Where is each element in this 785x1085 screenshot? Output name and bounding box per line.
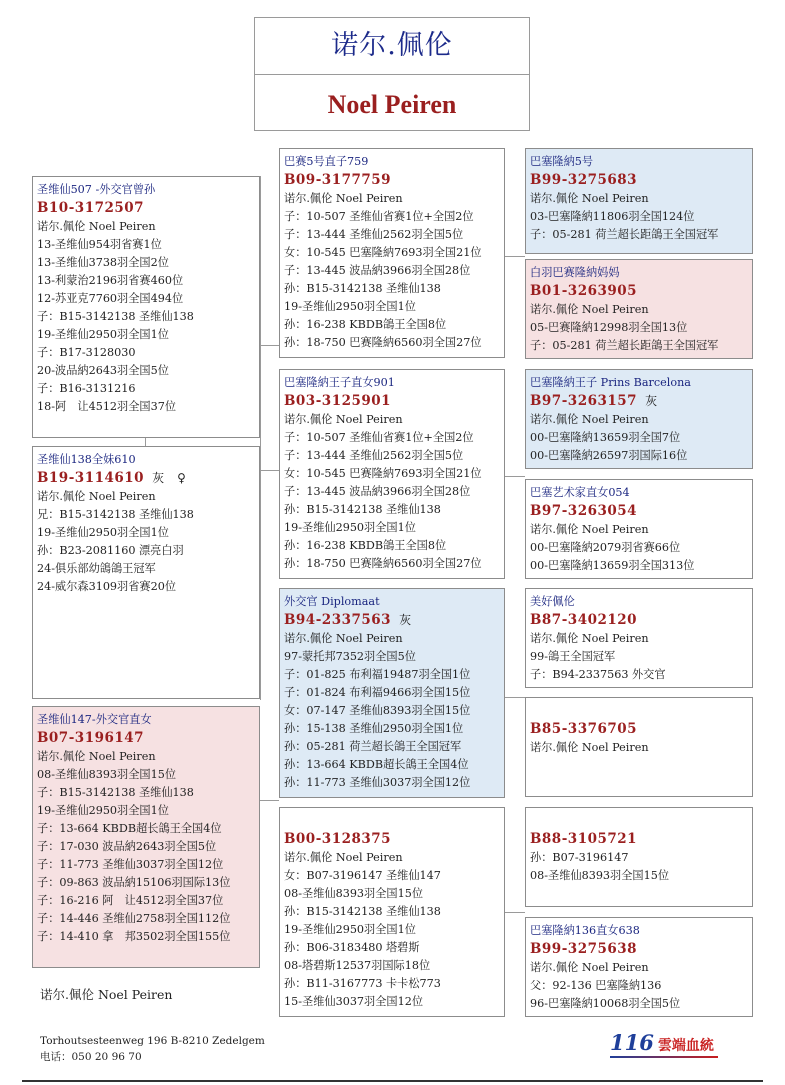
card-line: 女：07-147 圣维仙8393羽全国15位 [284,704,471,717]
card-line: 孙：18-750 巴赛隆納6560羽全国27位 [284,557,482,570]
card-line: 诺尔.佩伦 Noel Peiren [37,220,156,233]
card-line: 子：14-410 拿 邦3502羽全国155位 [37,930,231,943]
card-line: 孙：16-238 KBDB鴿王全国8位 [284,539,447,552]
card-line: 19-圣维仙2950羽全国1位 [37,804,169,817]
card-line: 兄：B15-3142138 圣维仙138 [37,508,194,521]
contact-footer [40,1033,265,1065]
pedigree-card-sire-sire [525,148,753,254]
card-line: 19-圣维仙2950羽全国1位 [37,526,169,539]
card-line: 08-圣维仙8393羽全国15位 [530,869,670,882]
card-line: 19-圣维仙2950羽全国1位 [37,328,169,341]
card-line: 12-苏亚克7760羽全国494位 [37,292,184,305]
card-line: 08-圣维仙8393羽全国15位 [37,768,177,781]
card-line: 诺尔.佩伦 Noel Peiren [530,413,649,426]
card-line: 子：11-773 圣维仙3037羽全国12位 [37,858,224,871]
card-line: 诺尔.佩伦 Noel Peiren [284,851,403,864]
card-line: 13-利蒙治2196羽省赛460位 [37,274,184,287]
connector-line [505,697,525,698]
pedigree-card-b00 [279,807,505,1017]
card-line: 99-鴿王全国冠军 [530,650,616,663]
card-line: 诺尔.佩伦 Noel Peiren [530,741,649,754]
card-line: 孙：B15-3142138 圣维仙138 [284,282,441,295]
card-line: 孙：B07-3196147 [530,851,629,864]
card-line: 97-蒙托邦7352羽全国5位 [284,650,416,663]
card-line: 诺尔.佩伦 Noel Peiren [530,961,649,974]
card-line: 子：13-664 KBDB超长鴿王全国4位 [37,822,222,835]
card-line: 诺尔.佩伦 Noel Peiren [37,490,156,503]
card-line: 孙：16-238 KBDB鴿王全国8位 [284,318,447,331]
card-line: 子：B16-3131216 [37,382,136,395]
card-line: 孙：15-138 圣维仙2950羽全国1位 [284,722,464,735]
ring-number: B85-3376705 [530,721,638,737]
ring-number: B07-3196147 [37,730,145,746]
card-line: 诺尔.佩伦 Noel Peiren [284,413,403,426]
card-line: 诺尔.佩伦 Noel Peiren [530,303,649,316]
card-title: 圣维仙138全妹610 [37,453,136,466]
card-line: 子：05-281 荷兰超长距鴿王全国冠军 [530,339,719,352]
card-title: 巴塞隆納王子 Prins Barcelona [530,376,691,389]
card-line: 孙：11-773 圣维仙3037羽全国12位 [284,776,471,789]
card-line: 诺尔.佩伦 Noel Peiren [37,750,156,763]
ring-number: B19-3114610 灰 ♀ [37,470,187,486]
pedigree-card-mooie-peiren [525,588,753,688]
card-line: 96-巴塞隆納10068羽全国5位 [530,997,681,1010]
address-text: Torhoutsesteenweg 196 B-8210 Zedelgem [40,1035,265,1047]
card-line: 子：B15-3142138 圣维仙138 [37,786,194,799]
ring-number: B87-3402120 [530,612,638,628]
card-line: 孙：B23-2081160 漂亮白羽 [37,544,184,557]
card-line: 子：13-444 圣维仙2562羽全国5位 [284,228,464,241]
card-line: 子：01-824 布利福9466羽全国15位 [284,686,471,699]
card-line: 子：13-444 圣维仙2562羽全国5位 [284,449,464,462]
card-line: 父：92-136 巴塞隆納136 [530,979,662,992]
card-title: 外交官 Diplomaat [284,595,380,608]
card-line: 08-圣维仙8393羽全国15位 [284,887,424,900]
ring-number: B01-3263905 [530,283,638,299]
card-line: 孙：B15-3142138 圣维仙138 [284,503,441,516]
card-title: 圣维仙507 -外交官曾孙 [37,183,156,196]
card-line: 00-巴塞隆納13659羽全国313位 [530,559,695,572]
card-title: 巴赛5号直子759 [284,155,369,168]
pedigree-card-diplomaat [279,588,505,798]
breeder-name-en: Noel Peiren [327,90,457,119]
card-line: 15-圣维仙3037羽全国12位 [284,995,424,1008]
card-line: 子：B17-3128030 [37,346,136,359]
card-title: 圣维仙147-外交官直女 [37,713,152,726]
card-title: 巴塞艺术家直女054 [530,486,630,499]
card-line: 19-圣维仙2950羽全国1位 [284,300,416,313]
card-line: 00-巴塞隆納2079羽省赛66位 [530,541,681,554]
connector-line [260,800,279,801]
connector-line [505,476,525,477]
connector-line [260,176,261,700]
card-line: 诺尔.佩伦 Noel Peiren [284,632,403,645]
card-line: 08-塔碧斯12537羽国际18位 [284,959,431,972]
card-line: 子：13-445 波品納3966羽全国28位 [284,264,471,277]
card-line: 子：16-216 阿 让4512羽全国37位 [37,894,224,907]
card-line: 05-巴赛隆納12998羽全国13位 [530,321,688,334]
card-line: 女：10-545 巴赛隆納7693羽全国21位 [284,467,482,480]
connector-line [260,470,279,471]
card-line: 19-圣维仙2950羽全国1位 [284,521,416,534]
card-line: 19-圣维仙2950羽全国1位 [284,923,416,936]
card-line: 18-阿 让4512羽全国37位 [37,400,177,413]
card-line: 子：B94-2337563 外交官 [530,668,666,681]
card-line: 诺尔.佩伦 Noel Peiren [530,523,649,536]
ring-number: B97-3263157 灰 [530,393,658,409]
breeder-signature: 诺尔.佩伦 Noel Peiren [40,987,173,1002]
card-line: 诺尔.佩伦 Noel Peiren [530,192,649,205]
card-line: 子：14-446 圣维仙2758羽全国112位 [37,912,231,925]
card-line: 子：05-281 荷兰超长距鴿王全国冠军 [530,228,719,241]
card-line: 13-圣维仙954羽省赛1位 [37,238,162,251]
card-line: 女：10-545 巴塞隆納7693羽全国21位 [284,246,482,259]
card-line: 子：09-863 波品納15106羽国际13位 [37,876,231,889]
logo-number: 116 [610,1030,654,1055]
card-line: 孙：B15-3142138 圣维仙138 [284,905,441,918]
card-line: 子：01-825 布利福19487羽全国1位 [284,668,471,681]
pedigree-header [254,17,530,131]
card-title: 白羽巴赛隆納妈妈 [530,266,620,279]
card-title: 巴塞隆納王子直女901 [284,376,395,389]
pedigree-card-sire-dam [525,259,753,359]
card-line: 诺尔.佩伦 Noel Peiren [530,632,649,645]
pedigree-card-sire-b03 [279,369,505,579]
ring-number: B94-2337563 灰 [284,612,412,628]
pedigree-card-b88 [525,807,753,907]
ring-number: B97-3263054 [530,503,638,519]
card-title: 巴塞隆納5号 [530,155,594,168]
card-line: 00-巴塞隆納26597羽国际16位 [530,449,688,462]
card-line: 24-威尔森3109羽省赛20位 [37,580,177,593]
card-line: 子：10-507 圣维仙省赛1位+全国2位 [284,210,474,223]
card-line: 子：13-445 波品納3966羽全国28位 [284,485,471,498]
card-line: 孙：13-664 KBDB超长鴿王全国4位 [284,758,469,771]
ring-number: B99-3275683 [530,172,638,188]
ring-number: B10-3172507 [37,200,145,216]
card-line: 子：B15-3142138 圣维仙138 [37,310,194,323]
card-line: 子：17-030 波品納2643羽全国5位 [37,840,217,853]
card-line: 子：10-507 圣维仙省赛1位+全国2位 [284,431,474,444]
card-line: 13-圣维仙3738羽全国2位 [37,256,169,269]
card-line: 20-波品納2643羽全国5位 [37,364,169,377]
card-line: 女：B07-3196147 圣维仙147 [284,869,441,882]
logo-text: 雲端血統 [657,1038,714,1054]
pedigree-card-b85 [525,697,753,797]
ring-number: B99-3275638 [530,941,638,957]
card-line: 孙：B11-3167773 卡卡松773 [284,977,441,990]
pedigree-card-sire [279,148,505,358]
breeder-name-cn: 诺尔.佩伦 [255,18,529,75]
card-line: 孙：18-750 巴赛隆納6560羽全国27位 [284,336,482,349]
card-title: 巴塞隆納136直女638 [530,924,640,937]
card-title: 美好佩伦 [530,595,575,608]
card-line: 24-俱乐部幼鴿鴿王冠军 [37,562,156,575]
phone-text: 电话：050 20 96 70 [40,1051,142,1063]
pedigree-card-barcelona136-daughter [525,917,753,1017]
brand-logo [610,1030,718,1058]
card-line: 孙：B06-3183480 塔碧斯 [284,941,420,954]
pedigree-card-artist-daughter [525,479,753,579]
ring-number: B03-3125901 [284,393,392,409]
pedigree-card-dam [32,706,260,968]
pedigree-card-prins-barcelona [525,369,753,469]
ring-number: B88-3105721 [530,831,638,847]
bottom-divider [22,1080,763,1082]
card-line: 03-巴塞隆納11806羽全国124位 [530,210,695,223]
connector-line [505,256,525,257]
logo-underline [610,1056,718,1058]
connector-line [260,345,279,346]
ring-number: B00-3128375 [284,831,392,847]
ring-number: B09-3177759 [284,172,392,188]
pedigree-card-subject [32,176,260,438]
card-line: 孙：05-281 荷兰超长鴿王全国冠军 [284,740,462,753]
card-line: 诺尔.佩伦 Noel Peiren [284,192,403,205]
connector-line [505,912,525,913]
pedigree-card-sibling [32,446,260,699]
card-line: 00-巴塞隆納13659羽全国7位 [530,431,681,444]
